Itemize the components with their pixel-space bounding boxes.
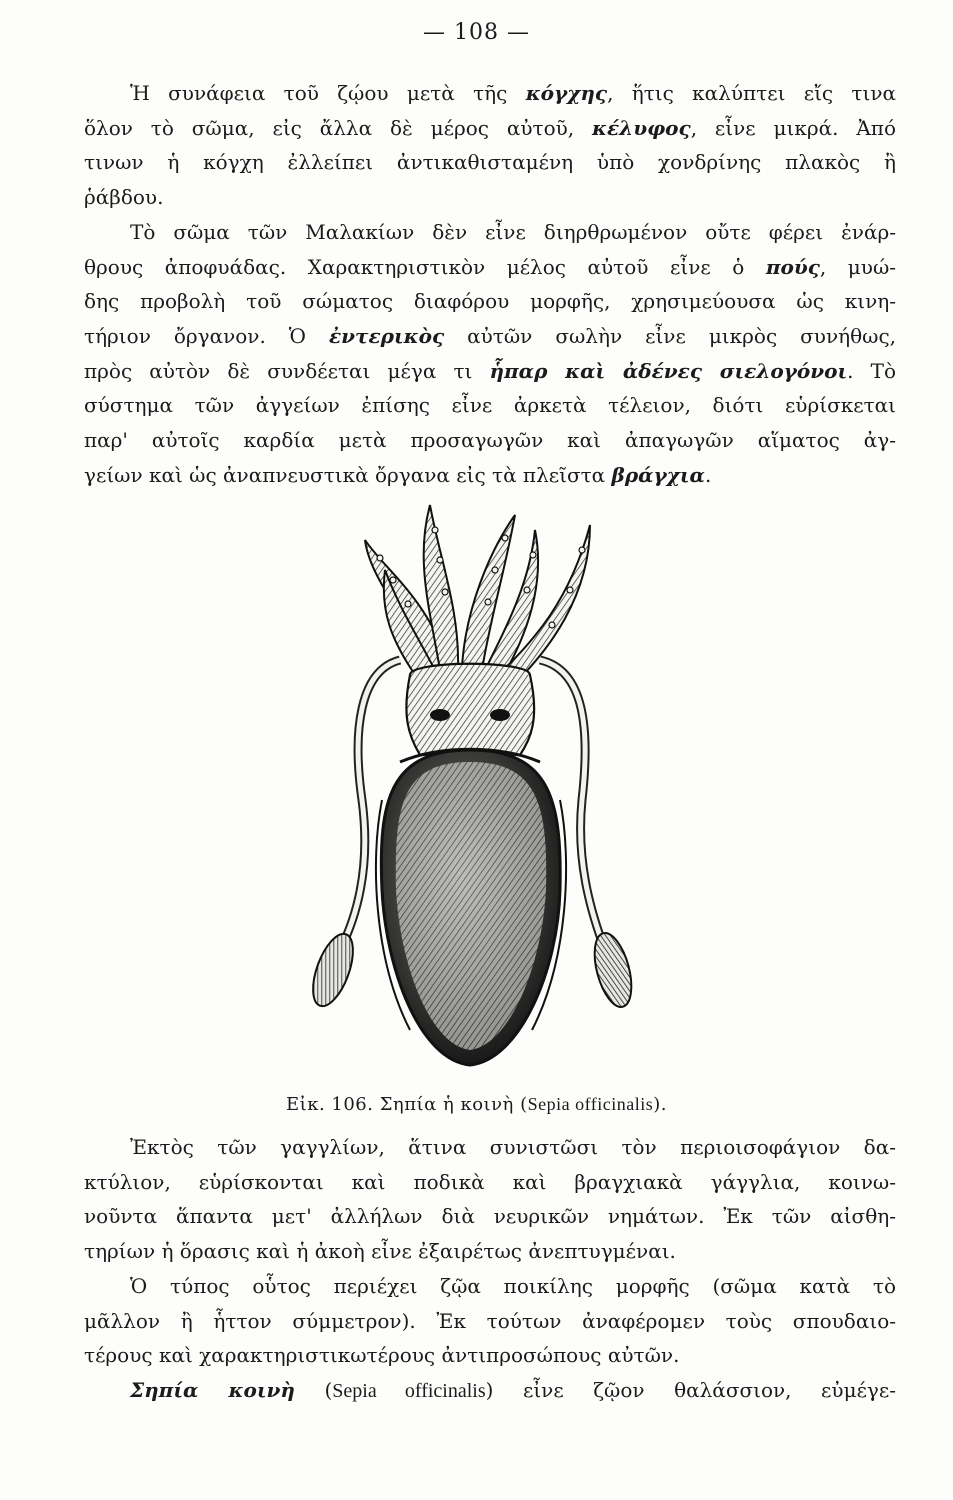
- term-sepia-koini: Σηπία κοινὴ: [130, 1377, 295, 1402]
- term-vragchia: βράγχια: [611, 462, 705, 487]
- paragraph-2-line-2: θρους ἀποφυάδας. Χαρακτηριστικὸν μέλος αὐτοῦ εἶνε ὁ πούς, μυώ-: [84, 254, 896, 279]
- term-hepar-adenes: ἧπαρ καὶ ἀδένες σιελογόνοι: [489, 358, 848, 383]
- paragraph-4-line-2: μᾶλλον ἢ ἧττον σύμμετρον). Ἐκ τούτων ἀναφέρομεν τοὺς σπουδαιο-: [84, 1308, 896, 1333]
- paragraph-5-line-1: Σηπία κοινὴ (Sepia officinalis) εἶνε ζῷον θαλάσσιον, εὐμέγε-: [130, 1377, 896, 1402]
- paragraph-2-line-3: δης προβολὴ τοῦ σώματος διαφόρου μορφῆς, χρησιμεύουσα ὡς κινη-: [84, 289, 896, 314]
- paragraph-2-line-8: γείων καὶ ὡς ἀναπνευστικὰ ὄργανα εἰς τὰ πλεῖστα βράγχια.: [84, 462, 712, 487]
- paragraph-3-line-2: κτύλιον, εὑρίσκονται καὶ ποδικὰ καὶ βραγχιακὰ γάγγλια, κοινω-: [84, 1169, 896, 1194]
- paragraph-2-line-5: πρὸς αὐτὸν δὲ συνδέεται μέγα τι ἧπαρ καὶ ἀδένες σιελογόνοι. Τὸ: [84, 358, 896, 383]
- paragraph-3-line-3: νοῦντα ἅπαντα μετ' ἀλλήλων διὰ νευρικῶν νημάτων. Ἐκ τῶν αἰσθη-: [84, 1204, 896, 1229]
- figure-caption: Εἰκ. 106. Σηπία ἡ κοινὴ (Sepia officinalis).: [286, 1094, 667, 1115]
- page-number: — 108 —: [423, 20, 530, 45]
- paragraph-1-line-1: Ἡ συνάφεια τοῦ ζῴου μετὰ τῆς κόγχης, ἥτις καλύπτει εἴς τινα: [130, 81, 896, 105]
- paragraph-2-line-4: τήριον ὄργανον. Ὁ ἐντερικὸς αὐτῶν σωλὴν εἶνε μικρὸς συνήθως,: [84, 323, 896, 348]
- paragraph-2-line-7: παρ' αὐτοῖς καρδία μετὰ προσαγωγῶν καὶ ἀπαγωγῶν αἵματος ἀγ-: [84, 428, 896, 453]
- paragraph-1-line-3: τινων ἡ κόγχη ἐλλείπει ἀντικαθισταμένη ὑπὸ χονδρίνης πλακὸς ἢ: [84, 150, 896, 175]
- latin-name: Sepia officinalis: [332, 1379, 486, 1402]
- caption-latin-name: Sepia officinalis: [527, 1094, 654, 1114]
- text-block-bottom: [84, 1130, 896, 1409]
- paragraph-3-line-1: Ἐκτὸς τῶν γαγγλίων, ἅτινα συνιστῶσι τὸν περιοισοφάγιον δα-: [130, 1135, 896, 1159]
- term-enterikos: ἐντερικὸς: [329, 323, 445, 348]
- paragraph-2-line-1: Τὸ σῶμα τῶν Μαλακίων δὲν εἶνε διηρθρωμένον οὔτε φέρει ἐνάρ-: [130, 219, 896, 244]
- term-kelyfos: κέλυφος: [592, 115, 691, 140]
- paragraph-1-line-2: ὅλον τὸ σῶμα, εἰς ἄλλα δὲ μέρος αὐτοῦ, κέλυφος, εἶνε μικρά. Ἀπό: [84, 115, 896, 140]
- term-pous: πούς: [765, 254, 820, 279]
- text-block-top: [84, 76, 896, 492]
- term-konchi: κόγχης: [525, 81, 608, 105]
- paragraph-1-line-4: ῥάβδου.: [84, 185, 164, 210]
- paragraph-3-line-4: τηρίων ἡ ὅρασις καὶ ἡ ἀκοὴ εἶνε ἐξαιρέτως ἀνεπτυγμέναι.: [84, 1239, 676, 1264]
- cuttlefish-illustration: [290, 500, 650, 1080]
- paragraph-4-line-1: Ὁ τύπος οὗτος περιέχει ζῷα ποικίλης μορφῆς (σῶμα κατὰ τὸ: [130, 1273, 896, 1298]
- paragraph-4-line-3: τέρους καὶ χαρακτηριστικωτέρους ἀντιπροσώπους αὐτῶν.: [84, 1343, 680, 1368]
- paragraph-2-line-6: σύστημα τῶν ἀγγείων ἐπίσης εἶνε ἀρκετὰ τέλειον, διότι εὑρίσκεται: [84, 393, 896, 418]
